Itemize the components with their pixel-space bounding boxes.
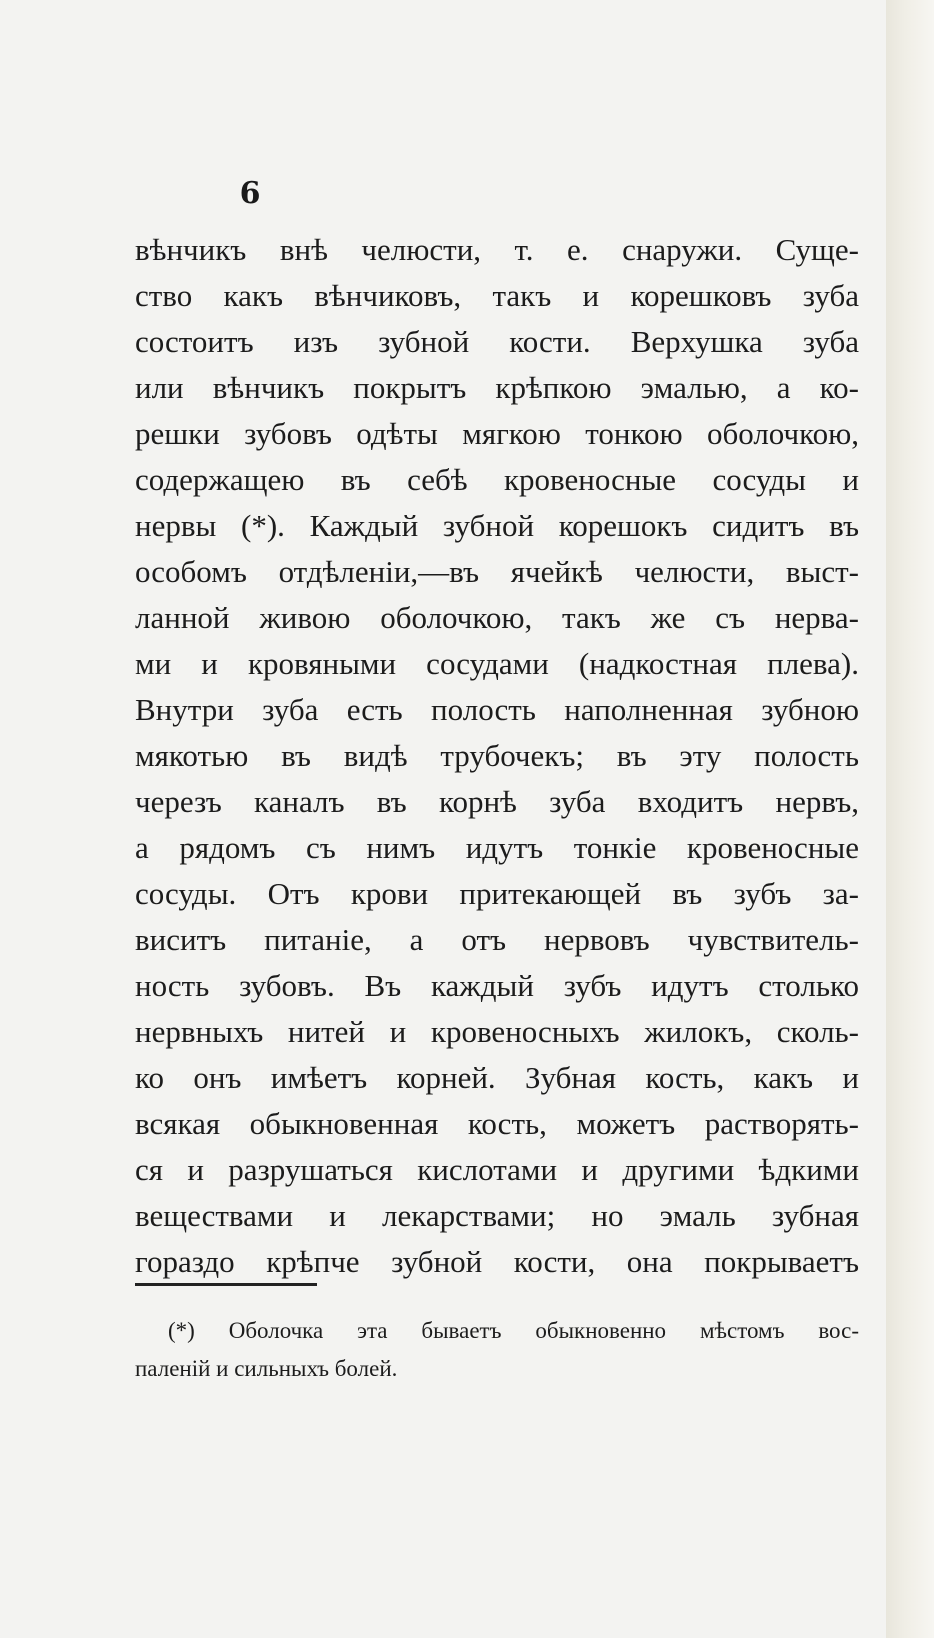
body-line: решки зубовъ одѣты мягкою тонкою оболочкою, <box>135 416 859 451</box>
body-line: ность зубовъ. Въ каждый зубъ идутъ столько <box>135 968 859 1003</box>
body-line: или вѣнчикъ покрытъ крѣпкою эмалью, а ко- <box>135 370 859 405</box>
body-line: нервныхъ нитей и кровеносныхъ жилокъ, сколь- <box>135 1014 859 1049</box>
body-line: состоитъ изъ зубной кости. Верхушка зуба <box>135 324 859 359</box>
body-line: сосуды. Отъ крови притекающей въ зубъ за- <box>135 876 859 911</box>
body-line: веществами и лекарствами; но эмаль зубная <box>135 1198 859 1233</box>
footnote-line: паленій и сильныхъ болей. <box>135 1356 398 1381</box>
body-line: ко онъ имѣетъ корней. Зубная кость, какъ и <box>135 1060 859 1095</box>
footnote-separator <box>135 1283 317 1286</box>
page-edge <box>886 0 934 1638</box>
body-line: особомъ отдѣленіи,—въ ячейкѣ челюсти, выст- <box>135 554 859 589</box>
body-line: ми и кровяными сосудами (надкостная плева). <box>135 646 859 681</box>
body-line: а рядомъ съ нимъ идутъ тонкіе кровеносные <box>135 830 859 865</box>
body-line: ланной живою оболочкою, такъ же съ нерва- <box>135 600 859 635</box>
footnote-line: (*) Оболочка эта бываетъ обыкновенно мѣстомъ вос- <box>168 1318 859 1343</box>
body-line: нервы (*). Каждый зубной корешокъ сидитъ въ <box>135 508 859 543</box>
body-line: Внутри зуба есть полость наполненная зубною <box>135 692 859 727</box>
body-line: всякая обыкновенная кость, можетъ растворять- <box>135 1106 859 1141</box>
page-number: 6 <box>239 176 261 211</box>
body-line: мякотью въ видѣ трубочекъ; въ эту полость <box>135 738 859 773</box>
body-line: вѣнчикъ внѣ челюсти, т. е. снаружи. Суще- <box>135 232 859 267</box>
body-line: содержащею въ себѣ кровеносные сосуды и <box>135 462 859 497</box>
body-line: виситъ питаніе, а отъ нервовъ чувствитель- <box>135 922 859 957</box>
body-line: черезъ каналъ въ корнѣ зуба входитъ нервъ, <box>135 784 859 819</box>
body-line: ся и разрушаться кислотами и другими ѣдкими <box>135 1152 859 1187</box>
body-line: ство какъ вѣнчиковъ, такъ и корешковъ зуба <box>135 278 859 313</box>
body-line: гораздо крѣпче зубной кости, она покрываетъ <box>135 1244 859 1279</box>
